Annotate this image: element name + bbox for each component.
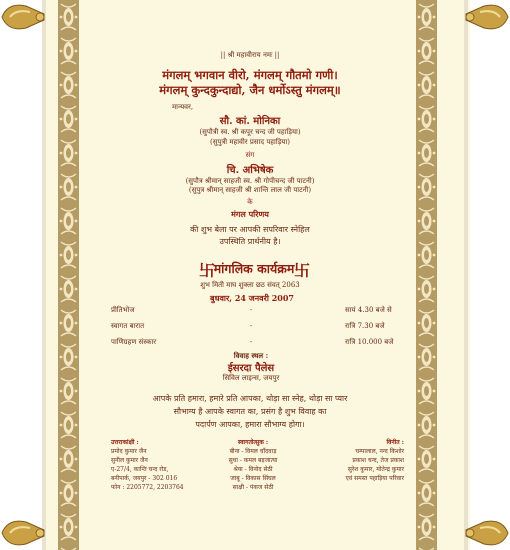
event-dash: -: [249, 322, 253, 330]
mangal-parinay: मंगल परिणय: [231, 209, 269, 219]
event-name: पाणिग्रहण संस्कार: [111, 338, 157, 346]
event-name: प्रीतिभोज: [111, 306, 135, 314]
scroll-knob-icon: [464, 0, 510, 34]
column-heading: स्वागतोत्सुक :: [237, 439, 269, 446]
scroll-knob-icon: [0, 516, 46, 550]
column-line: साक्षी - पंकज सेठी: [232, 484, 274, 491]
sang-text: संग: [245, 151, 255, 159]
column-line: बनीपार्क, जयपुर - 302 016: [111, 475, 178, 482]
left-rod: [42, 0, 46, 550]
column-line: सुरेश कुमार, मोतेन्द्र कुमार: [347, 466, 404, 473]
event-dash: -: [249, 306, 253, 314]
venue-name: ईसरदा पैलेस: [227, 363, 275, 374]
invocation: || श्री महावीराय नमः ||: [220, 51, 280, 59]
column-line: बीना - विमल चाँदवाड़: [229, 448, 277, 455]
request-line-2: उपस्थिति प्रार्थनीय है।: [219, 237, 281, 246]
event-name: स्वागत बारात: [111, 322, 145, 330]
column-line: ए-27/4, कान्ति चन्द रोड,: [111, 466, 169, 473]
column-line: एवं समस्त पहाड़िया परिवार: [345, 475, 404, 482]
groom-name: चि. अभिषेक: [226, 165, 274, 176]
swastika-icon: 卐: [294, 261, 311, 280]
venue-label: विवाह स्थल :: [233, 351, 269, 360]
event-dash: -: [249, 338, 253, 346]
right-rod: [464, 0, 468, 550]
event-time: रात्रि 7.30 बजे: [345, 322, 385, 330]
mangal-line-2: मंगलम् कुन्दकुन्दाद्यो, जैन धर्मोऽस्तु मंगलम्॥: [159, 83, 341, 97]
day-date: बुधवार, 24 जनवरी 2007: [210, 293, 294, 303]
closing-line-1: आपके प्रति हमारा, हमारे प्रति आपका, थोड़ा सा स्नेह, थोड़ा सा प्यार: [152, 394, 348, 403]
swastika-icon: 卐: [199, 261, 216, 280]
groom-relation-2: (सुपुत्र श्रीमान् साहजी श्री शान्ति लाल जी पाटनी): [188, 186, 312, 194]
column-line: सुधा - कमल बड़जात्या: [228, 457, 278, 464]
right-floral-border: [416, 0, 437, 550]
groom-relation-1: (सुपौत्र श्रीमान् साहजी स्व. श्री गोपीचन्द जी पाटनी): [185, 177, 315, 185]
closing-line-2: सौभाग्य है आपके स्वागत का, प्रसंग है शुभ विवाह का: [173, 407, 327, 416]
column-line: फोन : 2205772, 2203764: [111, 484, 184, 491]
program-title: मांगलिक कार्यक्रम: [213, 261, 295, 276]
request-line-1: की शुभ बेला पर आपकी सपरिवार स्नेहिल: [190, 225, 310, 234]
mangal-line-1: मंगलम् भगवान वीरो, मंगलम् गौतमो गणी।: [162, 68, 338, 82]
column-line: श्रेया - विनोद सेठी: [233, 466, 273, 473]
event-time: रात्रि 10.000 बजे: [345, 338, 394, 346]
column-line: प्रमोद कुमार जैन: [111, 448, 147, 455]
left-floral-border: [58, 0, 79, 550]
column-heading: उत्तराकांक्षी :: [111, 439, 139, 446]
closing-line-3: पदार्पण आपका, हमारा सौभाग्य होगा।: [195, 420, 305, 429]
column-line: प्रकाश चन्द, तेज प्रकाश: [352, 457, 404, 464]
bride-relation-2: (सुपुत्री महावीर प्रसाद पहाड़िया): [210, 138, 290, 146]
swagatotsuk-column: [218, 438, 288, 492]
venue-address: सिविल लाइन्स, जयपुर: [222, 374, 280, 382]
column-line: सुनील कुमार जैन: [111, 457, 148, 464]
column-heading: विनीत :: [386, 439, 404, 446]
column-line: चम्पालाल, नन्द किशोर: [355, 448, 404, 455]
salutation: मान्यवर,: [172, 103, 194, 111]
vinit-column: [322, 438, 404, 483]
bride-relation-1: (सुपौत्री स्व. श्री कपूर चन्द जी पहाड़िया): [199, 128, 301, 136]
uttrakankshi-column: [111, 438, 184, 492]
scroll-knob-icon: [0, 0, 46, 34]
date-line: शुभ मिती माघ शुक्ला छठ संवत् 2063: [200, 281, 300, 289]
column-line: जाबू - विकास सिंघल: [230, 475, 276, 482]
event-time: सायं 4.30 बजे से: [345, 306, 392, 314]
bride-name: सौ. कां. मोनिका: [219, 116, 281, 127]
ke-text: के: [247, 198, 253, 206]
scroll-knob-icon: [464, 516, 510, 550]
